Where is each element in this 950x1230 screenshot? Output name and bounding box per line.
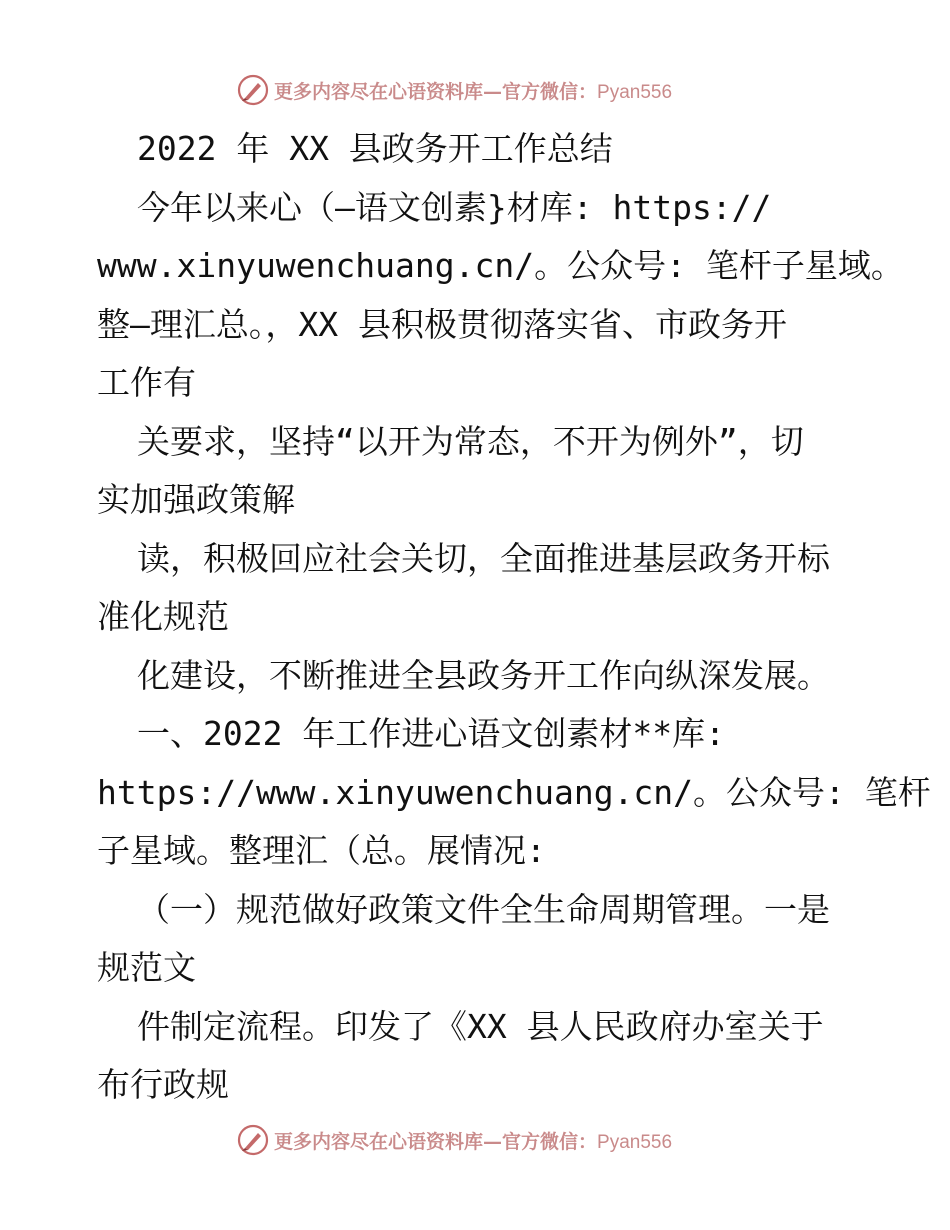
text-line: 实加强政策解 (97, 480, 295, 519)
text-line: 整—理汇总。，XX 县积极贯彻落实省、市政务开 (97, 304, 787, 344)
text-line: https://www.xinyuwenchuang.cn/。公众号: 笔杆 (97, 772, 931, 812)
text-line: 化建设，不断推进全县政务开工作向纵深发展。 (137, 655, 830, 695)
text-line: 布行政规 (97, 1065, 229, 1104)
pen-logo-icon (236, 1123, 270, 1157)
text-line: 关要求，坚持“以开为常态，不开为例外”，切 (137, 421, 804, 461)
document-body (97, 120, 931, 1115)
text-line: 读，积极回应社会关切，全面推进基层政务开标 (137, 538, 830, 578)
banner-text: 更多内容尽在心语资料库—官方微信：Pyan556 (274, 1130, 673, 1153)
header-banner (236, 73, 716, 107)
text-line: www.xinyuwenchuang.cn/。公众号: 笔杆子星域。 (97, 246, 904, 285)
text-line: 今年以来心（—语文创素}材库: https:// (137, 187, 772, 227)
footer-banner (236, 1123, 716, 1157)
text-line: 件制定流程。印发了《XX 县人民政府办室关于 (137, 1006, 824, 1046)
text-line: 准化规范 (97, 597, 229, 636)
document-title: 2022 年 XX 县政务开工作总结 (137, 129, 613, 168)
subsection-heading: （一）规范做好政策文件全生命周期管理。一是 (137, 889, 830, 929)
text-line: 子星域。整理汇（总。展情况: (97, 831, 546, 870)
pen-logo-icon (236, 73, 270, 107)
text-line: 规范文 (97, 948, 196, 987)
section-heading: 一、2022 年工作进心语文创素材**库: (137, 714, 725, 753)
banner-text: 更多内容尽在心语资料库—官方微信：Pyan556 (274, 80, 673, 103)
text-line: 工作有 (97, 363, 196, 402)
